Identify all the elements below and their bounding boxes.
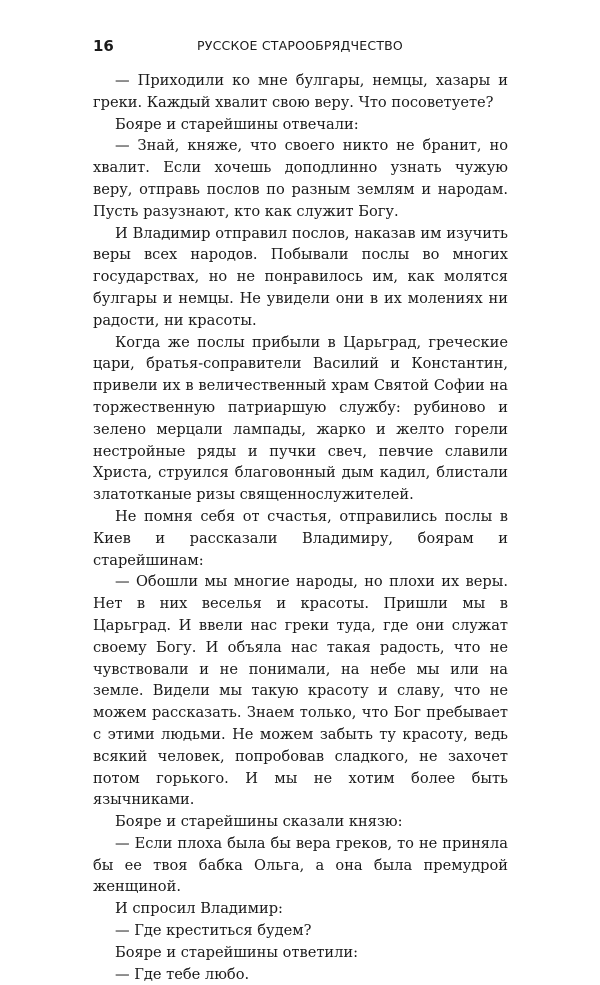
paragraph: — Где креститься будем? (115, 922, 312, 940)
paragraph: Когда же послы прибыли в Царьград, греческие цари, братья-соправители Василий и Константин, привели их в величественный храм Святой Софии на торжественную патриаршую службу: рубиново и зелено мерцали лампады, жарко и желто горели нестройные ряды и пучки свеч, певчие славили Христа, струился благовонный дым кадил, блистали златотканые ризы священнослужителей. (93, 333, 508, 504)
paragraph: Не помня себя от счастья, отправились послы в Киев и рассказали Владимиру, боярам и старейшинам: (93, 507, 508, 569)
paragraph: — Где тебе любо. (115, 965, 250, 983)
paragraph: Бояре и старейшины сказали князю: (115, 813, 403, 831)
paragraph: И Владимир отправил послов, наказав им изучить веры всех народов. Побывали послы во многих государствах, но не понравилось им, как молятся булгары и немцы. Не увидели они в их молениях ни радости, ни красоты. (93, 224, 508, 329)
page-number: 16 (93, 37, 114, 55)
page-body (93, 70, 508, 985)
paragraph: — Обошли мы многие народы, но плохи их веры. Нет в них веселья и красоты. Пришли мы в Царьград. И ввели нас греки туда, где они служат своему Богу. И объяла нас такая радость, что не чувствовали и не понимали, на небе мы или на земле. Видели мы такую красоту и славу, что не можем рассказать. Знаем только, что Бог пребывает с этими людьми. Не можем забыть ту красоту, ведь всякий человек, попробовав сладкого, не захочет потом горького. И мы не хотим более быть язычниками. (93, 573, 508, 809)
paragraph: Бояре и старейшины отвечали: (115, 115, 359, 133)
running-title: РУССКОЕ СТАРООБРЯДЧЕСТВО (197, 38, 403, 53)
paragraph: — Знай, княже, что своего никто не бранит, но хвалит. Если хочешь доподлинно узнать чужую веру, отправь послов по разным землям и народам. Пусть разузнают, кто как служит Богу. (93, 137, 508, 220)
paragraph: — Приходили ко мне булгары, немцы, хазары и греки. Каждый хвалит свою веру. Что посоветуете? (93, 72, 508, 111)
page-header (0, 37, 600, 57)
paragraph: И спросил Владимир: (115, 900, 283, 918)
paragraph: — Если плоха была бы вера греков, то не приняла бы ее твоя бабка Ольга, а она была премудрой женщиной. (93, 834, 508, 896)
paragraph: Бояре и старейшины ответили: (115, 943, 359, 961)
